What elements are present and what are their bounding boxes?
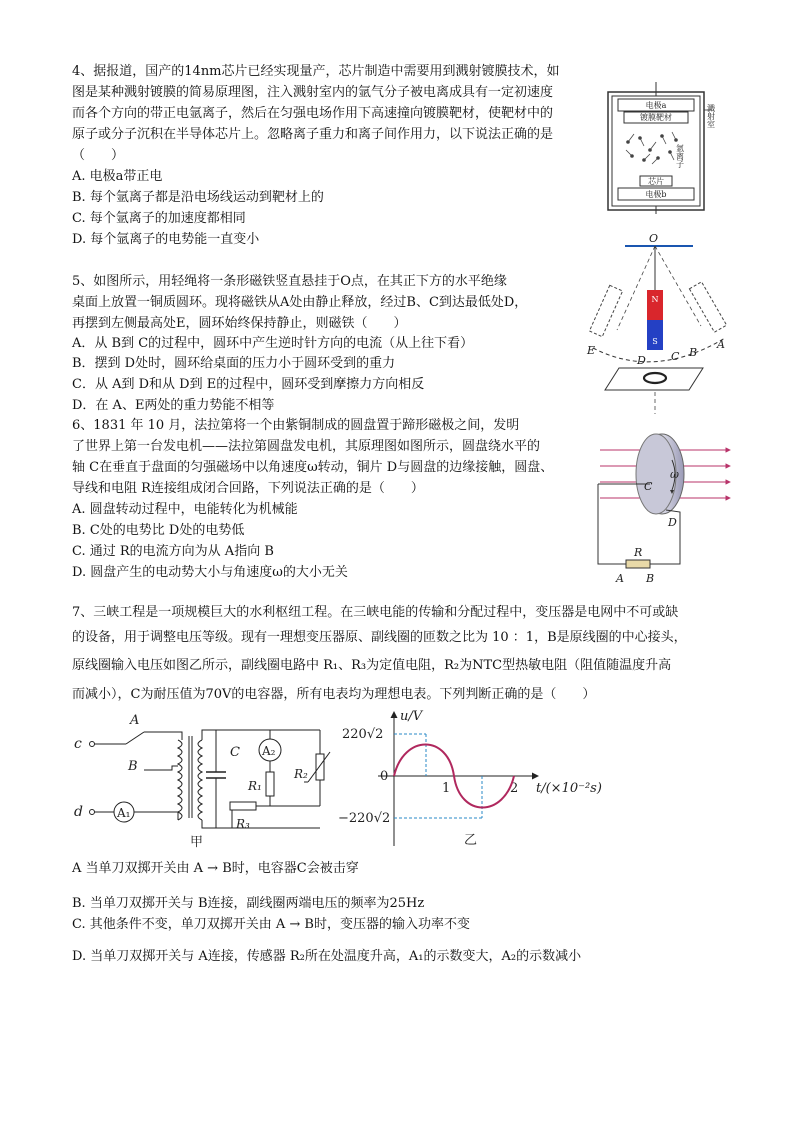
chamber-label: 溅射室 xyxy=(706,104,716,128)
x-tick-1-label: 1 xyxy=(442,781,451,796)
q4-option-c: C. 每个氩离子的加速度都相同 xyxy=(72,211,246,226)
voltage-time-graph xyxy=(338,706,618,852)
resistor-r1-label: R₁ xyxy=(248,779,262,793)
pendulum-magnet-diagram xyxy=(585,230,745,415)
ammeter-a2-label: A₂ xyxy=(262,744,276,758)
q6-line-2: 了世界上第一台发电机——法拉第圆盘发电机，其原理图如图所示，圆盘绕水平的 xyxy=(72,439,541,454)
chip-label: 芯片 xyxy=(648,177,664,186)
q5-option-c: C．从 A到 D和从 D到 E的过程中，圆环受到摩擦力方向相反 xyxy=(72,377,425,392)
q4-option-b: B. 每个氩离子都是沿电场线运动到靶材上的 xyxy=(72,190,324,205)
sputtering-diagram xyxy=(600,80,730,215)
q4-option-d: D. 每个氩离子的电势能一直变小 xyxy=(72,232,260,247)
q7-line-4: 而减小），C为耐压值为70V的电容器，所有电表均为理想电表。下列判断正确的是（ ） xyxy=(72,687,596,702)
origin-label: 0 xyxy=(380,769,389,784)
q4-line-2: 图是某种溅射镀膜的简易原理图，注入溅射室内的氩气分子被电离成具有一定初速度 xyxy=(72,85,554,100)
target-label: 镀膜靶材 xyxy=(640,113,672,122)
q6-line-3: 轴 C在垂直于盘面的匀强磁场中以角速度ω转动，铜片 D与圆盘的边缘接触，圆盘、 xyxy=(72,460,554,475)
q4-line-1: 4、据报道，国产的14nm芯片已经实现量产，芯片制造中需要用到溅射镀膜技术，如 xyxy=(72,64,560,79)
point-a-label: A xyxy=(717,338,725,351)
q4-line-4: 原子或分子沉积在半导体芯片上。忽略离子重力和离子间作用力，以下说法正确的是 xyxy=(72,127,554,142)
q7-line-2: 的设备，用于调整电压等级。现有一理想变压器原、副线圈的匝数之比为 10 ：1，B是原线圈的中心接头， xyxy=(72,630,687,645)
transformer-circuit-diagram xyxy=(72,710,342,850)
point-d-label: D xyxy=(637,354,646,367)
terminal-c-label: c xyxy=(74,736,82,752)
q7-option-d: D. 当单刀双掷开关与 A连接，传感器 R₂所在处温度升高，A₁的示数变大，A₂的示数减小 xyxy=(72,949,582,964)
peak-voltage-label: 220√2 xyxy=(342,727,384,742)
ammeter-a1-label: A₁ xyxy=(117,806,131,820)
point-o-label: O xyxy=(649,232,659,245)
q6-option-a: A. 圆盘转动过程中，电能转化为机械能 xyxy=(72,502,298,517)
resistor-r-label: R xyxy=(634,546,643,559)
resistor-r3-label: R₃ xyxy=(236,817,250,831)
q6-line-1: 6、1831 年 10 月，法拉第将一个由紫铜制成的圆盘置于蹄形磁极之间，发明 xyxy=(72,418,520,433)
terminal-b-label: B xyxy=(646,572,655,585)
electrode-b-label: 电极b xyxy=(645,190,667,199)
q4-line-3: 而各个方向的带正电氩离子，然后在匀强电场作用下高速撞向镀膜靶材，使靶材中的 xyxy=(72,106,554,121)
point-e-label: E xyxy=(587,344,596,357)
q4-option-a: A. 电极a带正电 xyxy=(72,169,163,184)
thermistor-r2-label: R₂ xyxy=(294,767,308,781)
terminal-a-label: A xyxy=(616,572,624,585)
y-axis-label: u/V xyxy=(400,709,423,724)
magnet-s-label: S xyxy=(652,337,658,346)
q6-option-d: D. 圆盘产生的电动势大小与角速度ω的大小无关 xyxy=(72,565,348,580)
q7-option-a: A 当单刀双掷开关由 A → B时，电容器C会被击穿 xyxy=(72,861,359,876)
q4-line-5: （ ） xyxy=(72,148,125,163)
q5-option-d: D．在 A、E两处的重力势能不相等 xyxy=(72,398,275,413)
q5-line-3: 再摆到左侧最高处E，圆环始终保持静止，则磁铁（ ） xyxy=(72,316,407,331)
capacitor-c-label: C xyxy=(230,745,240,760)
trough-voltage-label: −220√2 xyxy=(338,811,391,826)
terminal-d-label: d xyxy=(74,804,83,820)
switch-a-label: A xyxy=(130,713,140,728)
q5-line-2: 桌面上放置一铜质圆环。现将磁铁从A处由静止释放，经过B、C到达最低处D， xyxy=(72,295,528,310)
faraday-disk-diagram xyxy=(590,432,740,592)
omega-label: ω xyxy=(670,468,679,481)
q6-option-b: B. C处的电势比 D处的电势低 xyxy=(72,523,245,538)
q7-line-3: 原线圈输入电压如图乙所示，副线圈电路中 R₁、R₃为定值电阻，R₂为NTC型热敏电阻（阻值随温度升高 xyxy=(72,658,672,673)
circuit-caption: 甲 xyxy=(190,835,204,850)
q6-option-c: C. 通过 R的电流方向为从 A指向 B xyxy=(72,544,274,559)
graph-caption: 乙 xyxy=(464,833,478,848)
magnet-n-label: N xyxy=(651,295,659,304)
q6-line-4: 导线和电阻 R连接组成闭合回路，下列说法正确的是（ ） xyxy=(72,481,424,496)
switch-b-label: B xyxy=(128,759,138,774)
q5-line-1: 5、如图所示，用轻绳将一条形磁铁竖直悬挂于O点，在其正下方的水平绝缘 xyxy=(72,274,507,289)
x-axis-label: t/(×10⁻²s) xyxy=(536,781,602,796)
axis-c-label: C xyxy=(644,480,653,493)
point-c-label: C xyxy=(671,350,680,363)
electrode-a-label: 电极a xyxy=(645,101,667,110)
q7-line-1: 7、三峡工程是一项规模巨大的水利枢纽工程。在三峡电能的传输和分配过程中，变压器是电网中不可或缺 xyxy=(72,605,679,620)
point-b-label: B xyxy=(689,346,698,359)
q7-option-c: C. 其他条件不变，单刀双掷开关由 A → B时，变压器的输入功率不变 xyxy=(72,917,470,932)
ion-label: 氩离子 xyxy=(675,144,685,168)
q7-option-b: B. 当单刀双掷开关与 B连接，副线圈两端电压的频率为25Hz xyxy=(72,896,425,911)
q5-option-a: A．从 B到 C的过程中，圆环中产生逆时针方向的电流（从上往下看） xyxy=(72,336,474,351)
x-tick-2-label: 2 xyxy=(510,781,519,796)
ion-arrows xyxy=(626,132,677,164)
q5-option-b: B．摆到 D处时，圆环给桌面的压力小于圆环受到的重力 xyxy=(72,356,396,371)
copper-d-label: D xyxy=(668,516,677,529)
